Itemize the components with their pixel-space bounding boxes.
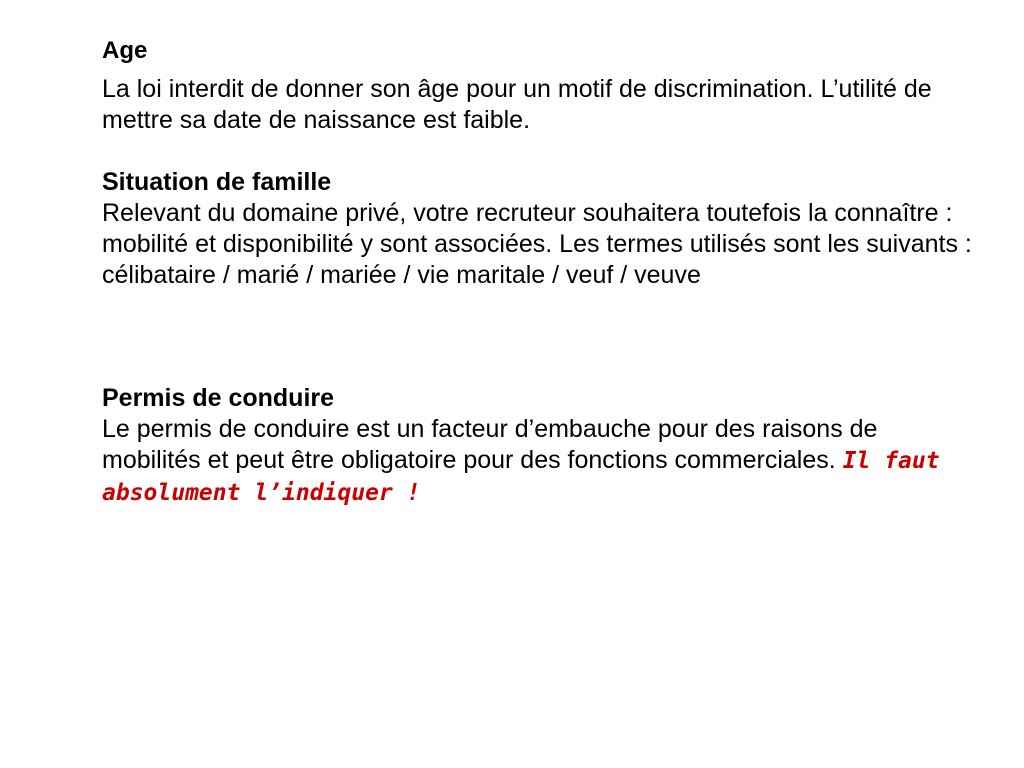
section-age [102, 36, 982, 136]
permis-emphasis-text: Il faut absolument l’indiquer ! [102, 448, 940, 506]
section-famille [102, 167, 982, 291]
section-title-permis: Permis de conduire [102, 384, 335, 412]
section-title-age: Age [102, 37, 148, 64]
spacer [102, 136, 982, 167]
section-title-famille: Situation de famille [102, 168, 332, 196]
section-text-permis [102, 414, 982, 509]
spacer [102, 291, 982, 383]
permis-body-text: Le permis de conduire est un facteur d’embauche pour des raisons de mobilités et peut être obligatoire pour des fonctions commerciales. [102, 415, 878, 474]
section-text-age: La loi interdit de donner son âge pour un motif de discrimination. L’utilité de mettre sa date de naissance est faible. [102, 75, 932, 134]
section-permis [102, 383, 982, 509]
section-text-famille: Relevant du domaine privé, votre recruteur souhaitera toutefois la connaître : mobilité et disponibilité y sont associées. Les termes utilisés sont les suivants : célibataire / marié / mariée / vie maritale / veuf / veuve [102, 199, 972, 289]
slide-content [102, 36, 982, 509]
